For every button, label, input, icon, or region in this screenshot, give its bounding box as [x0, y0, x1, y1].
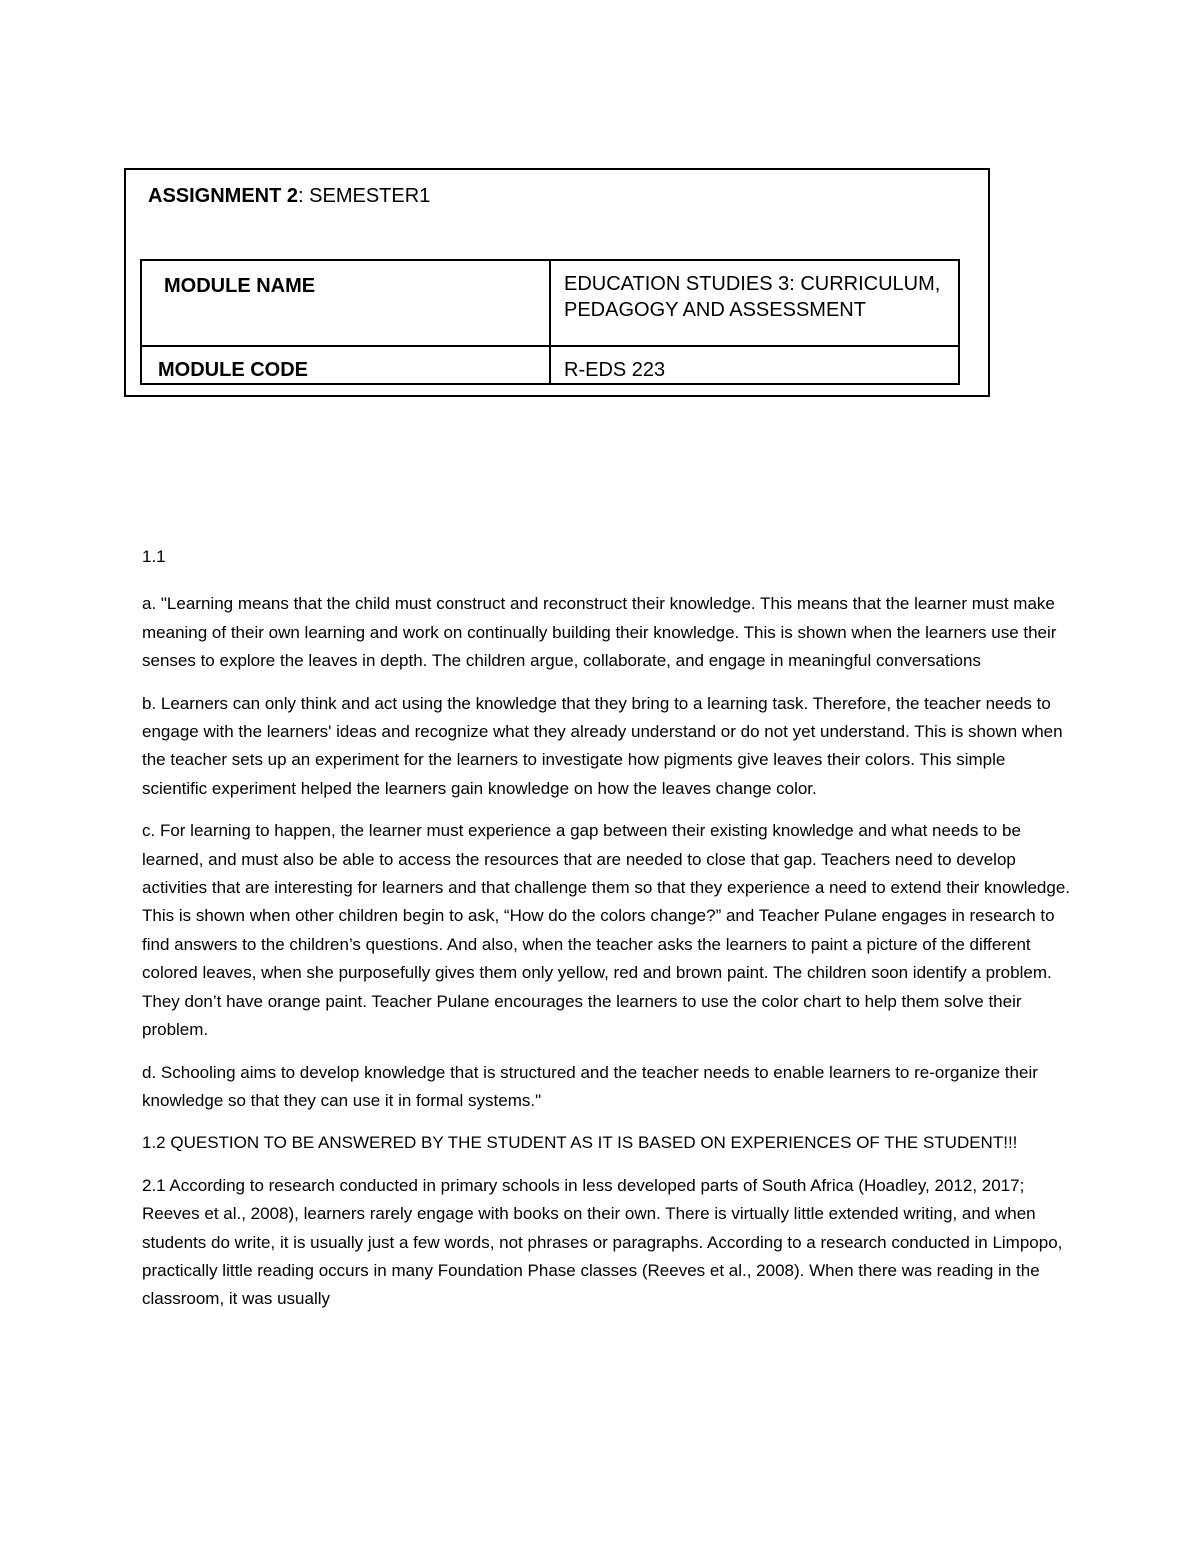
assignment-title-rest: : SEMESTER1: [298, 185, 431, 207]
module-name-row: [141, 260, 959, 346]
paragraph-c: c. For learning to happen, the learner must experience a gap between their existing knowledge and what needs to be learned, and must also be able to access the resources that are needed to close that gap. Teachers need to develop activities that are interesting for learners and that challenge them so that they experience a need to extend their knowledge. This is shown when other children begin to ask, “How do the colors change?” and Teacher Pulane engages in research to find answers to the children’s questions. And also, when the teacher asks the learners to paint a picture of the different colored leaves, when she purposefully gives them only yellow, red and brown paint. The children soon identify a problem. They don’t have orange paint. Teacher Pulane encourages the learners to use the color chart to help them solve their problem.: [142, 821, 1071, 1040]
module-name-value: EDUCATION STUDIES 3: CURRICULUM, PEDAGOGY AND ASSESSMENT: [550, 260, 959, 346]
assignment-title-bold: ASSIGNMENT 2: [148, 185, 299, 207]
assignment-title: [148, 184, 430, 208]
module-code-row: [141, 346, 959, 384]
paragraph-b: b. Learners can only think and act using the knowledge that they bring to a learning task. Therefore, the teacher needs to engage with the learners' ideas and recognize what they already understand or do not yet understand. This is shown when the teacher sets up an experiment for the learners to investigate how pigments give leaves their colors. This simple scientific experiment helped the learners gain knowledge on how the leaves change color.: [142, 693, 1063, 798]
paragraph-d: d. Schooling aims to develop knowledge that is structured and the teacher needs to enable learners to re-organize their knowledge so that they can use it in formal systems.": [142, 1062, 1038, 1110]
section-1-2-heading: 1.2 QUESTION TO BE ANSWERED BY THE STUDENT AS IT IS BASED ON EXPERIENCES OF THE STUDENT!!!: [142, 1133, 1018, 1153]
module-code-value: R-EDS 223: [550, 346, 959, 384]
paragraph-a: a. "Learning means that the child must construct and reconstruct their knowledge. This means that the learner must make meaning of their own learning and work on continually building their knowledge. This is shown when the learners use their senses to explore the leaves in depth. The children argue, collaborate, and engage in meaningful conversations: [142, 594, 1057, 671]
document-body: [142, 543, 1072, 1328]
module-code-label: MODULE CODE: [141, 346, 550, 384]
module-name-label: MODULE NAME: [141, 260, 550, 346]
module-info-table: [140, 259, 960, 385]
section-1-1-heading: 1.1: [142, 547, 166, 566]
paragraph-2-1: 2.1 According to research conducted in primary schools in less developed parts of South Africa (Hoadley, 2012, 2017; Reeves et al., 2008), learners rarely engage with books on their own. There is virtually little extended writing, and when students do write, it is usually just a few words, not phrases or paragraphs. According to a research conducted in Limpopo, practically little reading occurs in many Foundation Phase classes (Reeves et al., 2008). When there was reading in the classroom, it was usually: [142, 1175, 1063, 1309]
